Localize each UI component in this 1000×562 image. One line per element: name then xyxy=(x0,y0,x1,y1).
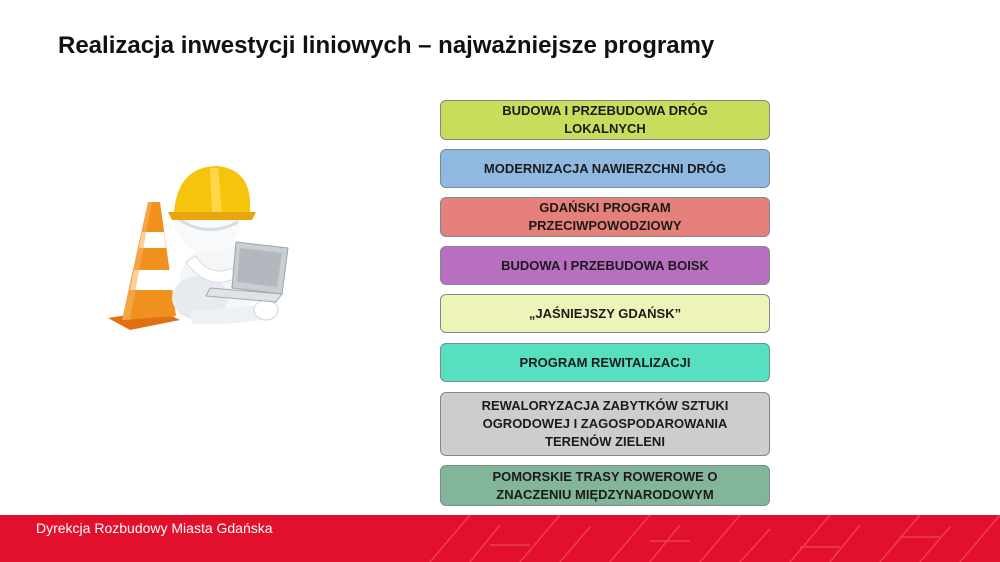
program-label: BUDOWA I PRZEBUDOWA BOISK xyxy=(501,257,709,273)
program-box xyxy=(440,392,770,456)
footer-bar xyxy=(0,515,1000,562)
program-label: POMORSKIE TRASY ROWEROWE O ZNACZENIU MIĘDZYNARODOWYM xyxy=(492,468,718,502)
program-label: PROGRAM REWITALIZACJI xyxy=(519,354,691,370)
program-box xyxy=(440,246,770,285)
program-label: MODERNIZACJA NAWIERZCHNI DRÓG xyxy=(483,160,727,176)
program-box xyxy=(440,197,770,237)
program-box xyxy=(440,100,770,140)
program-box xyxy=(440,149,770,188)
program-label: REWALORYZACJA ZABYTKÓW SZTUKI OGRODOWEJ I ZAGOSPODAROWANIA TERENÓW ZIELENI xyxy=(481,398,729,449)
program-label: BUDOWA I PRZEBUDOWA DRÓG LOKALNYCH xyxy=(502,103,708,136)
slide-title: Realizacja inwestycji liniowych – najważniejsze programy xyxy=(58,32,715,59)
footer-label: Dyrekcja Rozbudowy Miasta Gdańska xyxy=(36,520,273,536)
program-box xyxy=(440,343,770,382)
program-label: GDAŃSKI PROGRAM PRZECIWPOWODZIOWY xyxy=(528,200,682,233)
worker-with-laptop-and-traffic-cone-icon xyxy=(100,160,300,340)
program-label: „JAŚNIEJSZY GDAŃSK” xyxy=(528,305,682,321)
program-box xyxy=(440,294,770,333)
program-box xyxy=(440,465,770,506)
